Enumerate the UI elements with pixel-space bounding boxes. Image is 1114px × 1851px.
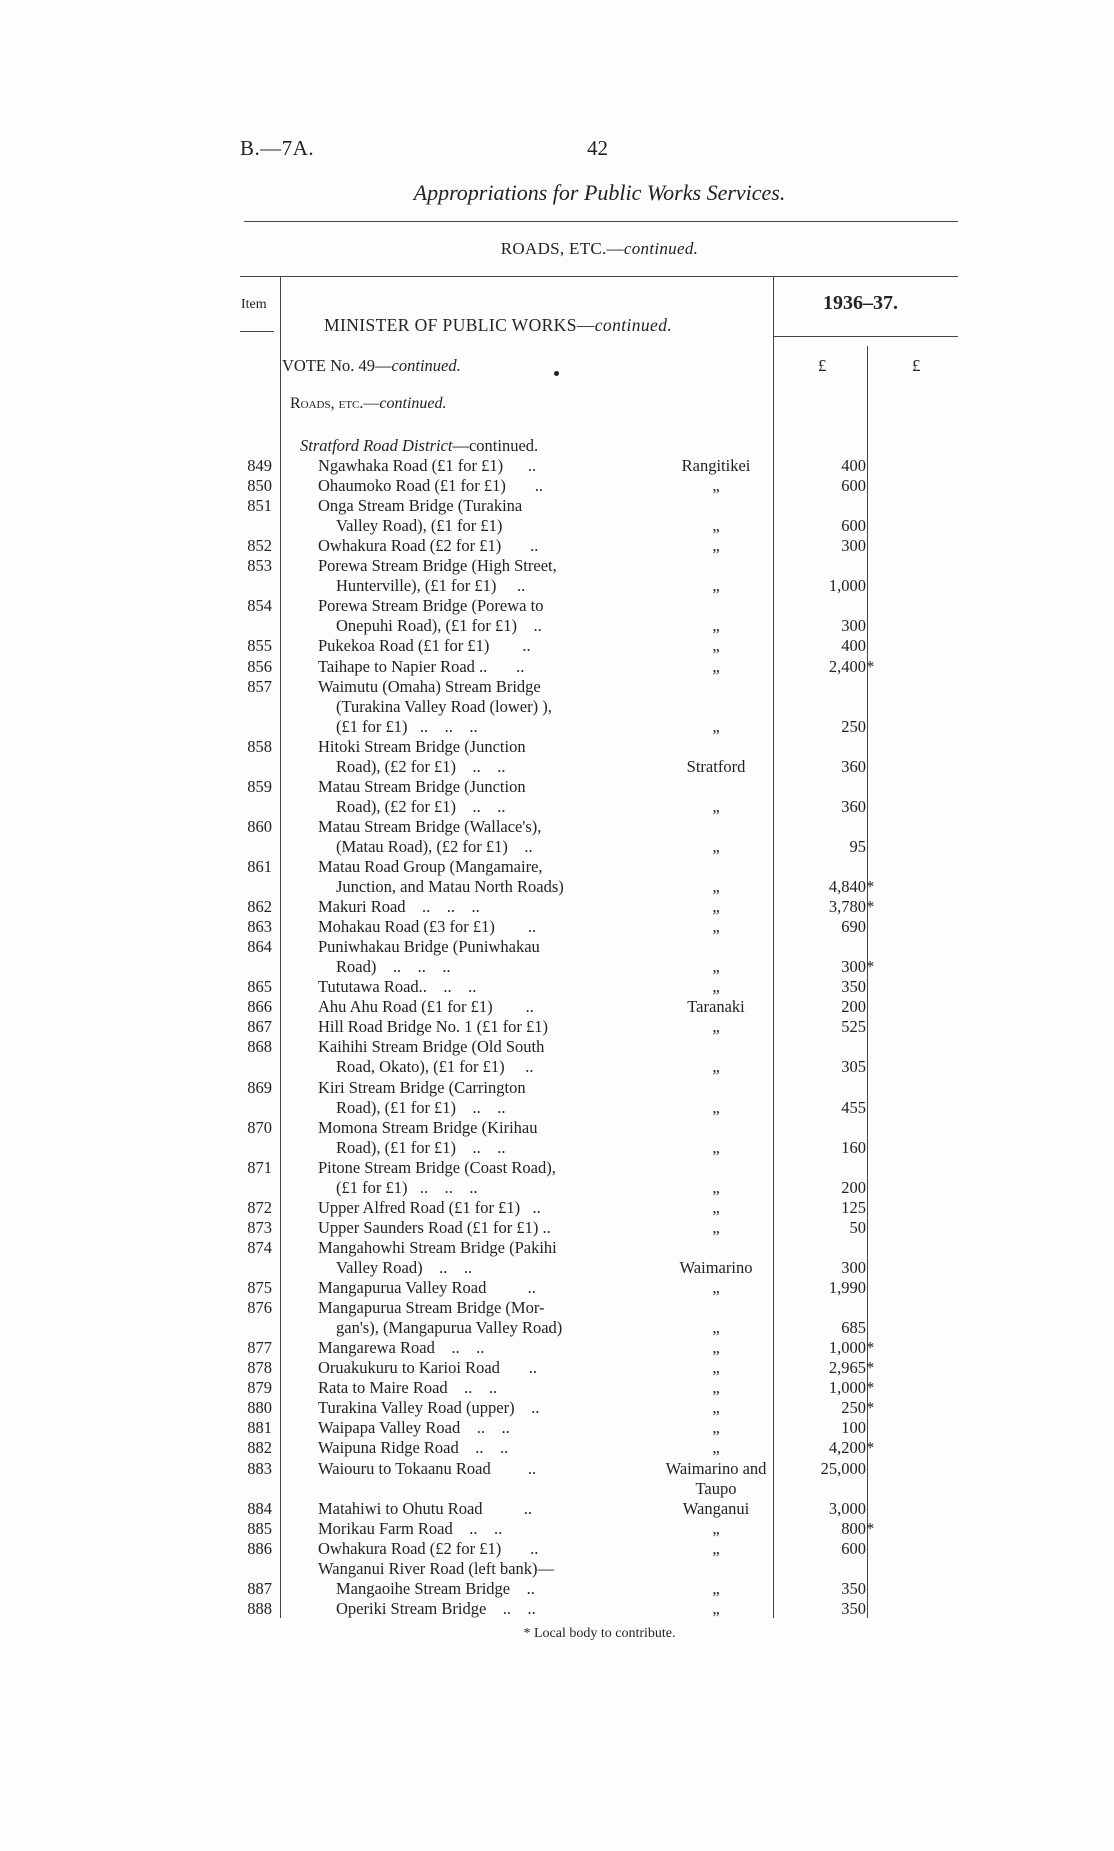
district-location: „ [712, 1398, 720, 1418]
page-title-text: Appropriations for Public Works Services. [413, 180, 786, 205]
district-location-continued: Taupo [695, 1478, 737, 1498]
amount [770, 1438, 876, 1458]
item-number: 885 [247, 1518, 272, 1538]
amount [770, 1198, 876, 1218]
local-body-marker: * [866, 656, 875, 676]
item-description: gan's), (Mangapurua Valley Road) [336, 1318, 563, 1338]
amount [770, 917, 876, 937]
item-description: Pukekoa Road (£1 for £1) .. [318, 636, 531, 656]
item-number: 877 [247, 1338, 272, 1358]
pound-column-left: £ [818, 356, 827, 375]
local-body-marker: * [866, 957, 875, 977]
district-location: „ [712, 1017, 720, 1037]
district-location: „ [712, 796, 720, 816]
district-location: „ [712, 1197, 720, 1217]
amount-value: 455 [841, 1097, 866, 1117]
district-location: „ [712, 1378, 720, 1398]
amount-value: 1,990 [828, 1278, 866, 1298]
amount [770, 1559, 876, 1579]
table-row [0, 596, 1114, 636]
section-subtitle [0, 239, 1114, 259]
item-number: 863 [247, 917, 272, 937]
district-location: „ [712, 616, 720, 636]
table-row [0, 937, 1114, 977]
amount [770, 1057, 876, 1077]
item-description: Road), (£1 for £1) .. .. [336, 1137, 506, 1157]
document-reference: B.—7A. [240, 136, 315, 160]
item-description: Waipuna Ridge Road .. .. [318, 1438, 509, 1458]
amount [770, 636, 876, 656]
table-row [0, 817, 1114, 857]
amount-value: 1,000 [828, 1378, 866, 1398]
district-location: Waimarino [679, 1257, 753, 1277]
item-number: 879 [247, 1378, 272, 1398]
item-description: Mangapurua Valley Road .. [318, 1278, 536, 1298]
item-description: Oruakukuru to Karioi Road .. [318, 1358, 538, 1378]
district-location: „ [712, 656, 720, 676]
item-number: 868 [247, 1037, 272, 1057]
table-row [0, 556, 1114, 596]
district-location: Wanganui [682, 1498, 750, 1518]
district-location: „ [712, 1438, 720, 1458]
table-row [0, 917, 1114, 937]
item-description: Hill Road Bridge No. 1 (£1 for £1) [318, 1017, 549, 1037]
item-number: 886 [247, 1538, 272, 1558]
stray-dot-mark [554, 371, 559, 376]
table-row [0, 1118, 1114, 1158]
item-description: Porewa Stream Bridge (High Street, [318, 556, 557, 576]
table-row [0, 657, 1114, 677]
amount [770, 616, 876, 636]
item-number: 887 [247, 1578, 272, 1598]
amount-value: 1,000 [828, 576, 866, 596]
item-description: Ngawhaka Road (£1 for £1) .. [318, 456, 537, 475]
amount [770, 897, 876, 917]
table-row [0, 1078, 1114, 1118]
amount-value: 160 [841, 1137, 866, 1157]
district-location: Taranaki [687, 997, 745, 1017]
table-row [0, 456, 1114, 476]
district-location: „ [712, 877, 720, 897]
district-main: Stratford Road District [300, 436, 453, 455]
item-description: Operiki Stream Bridge .. .. [336, 1598, 536, 1618]
item-number: 876 [247, 1298, 272, 1318]
district-location: Rangitikei [681, 456, 751, 475]
district-location: „ [712, 1598, 720, 1618]
amount-value: 200 [841, 1177, 866, 1197]
table-row [0, 1298, 1114, 1338]
item-description: Junction, and Matau North Roads) [336, 877, 564, 897]
amount-value: 50 [849, 1217, 866, 1237]
item-number: 869 [247, 1077, 272, 1097]
district-location: „ [712, 476, 720, 496]
table-row [0, 1418, 1114, 1438]
item-description: Pitone Stream Bridge (Coast Road), [318, 1157, 556, 1177]
amount [770, 1278, 876, 1298]
district-location: „ [712, 957, 720, 977]
local-body-marker: * [866, 1358, 875, 1378]
amount-value: 360 [841, 796, 866, 816]
item-label-underline [240, 331, 274, 332]
amount-value: 600 [841, 476, 866, 496]
item-description: Matau Stream Bridge (Wallace's), [318, 816, 542, 836]
table-row [0, 897, 1114, 917]
amount-value: 400 [841, 636, 866, 656]
roads-section-heading [290, 395, 447, 413]
item-description: Road, Okato), (£1 for £1) .. [336, 1057, 534, 1077]
amount-value: 1,000 [828, 1338, 866, 1358]
page-number: 42 [587, 136, 608, 160]
district-location: Waimarino and [665, 1458, 767, 1478]
item-number: 849 [247, 456, 272, 475]
district-location: „ [712, 836, 720, 856]
district-location: „ [712, 977, 720, 997]
table-row [0, 1017, 1114, 1037]
amount-value: 400 [841, 456, 866, 475]
vote-main: VOTE No. 49— [282, 356, 392, 375]
local-body-marker: * [866, 877, 875, 897]
amount-value: 300 [841, 1257, 866, 1277]
table-row [0, 777, 1114, 817]
financial-year: 1936–37. [823, 292, 898, 314]
item-description: Upper Saunders Road (£1 for £1) .. [318, 1217, 551, 1237]
item-number: 870 [247, 1117, 272, 1137]
amount-value: 4,840 [828, 877, 866, 897]
table-row [0, 1358, 1114, 1378]
item-description: Matahiwi to Ohutu Road .. [318, 1498, 533, 1518]
table-row [0, 1599, 1114, 1619]
amount [770, 476, 876, 496]
item-number: 860 [247, 816, 272, 836]
amount-value: 600 [841, 1538, 866, 1558]
amount-value: 3,780 [828, 897, 866, 917]
item-description: (£1 for £1) .. .. .. [336, 1177, 478, 1197]
item-number: 853 [247, 556, 272, 576]
table-row [0, 1338, 1114, 1358]
table-row [0, 1559, 1114, 1579]
amount [770, 1599, 876, 1619]
item-description: Puniwhakau Bridge (Puniwhakau [318, 937, 540, 957]
amount-value: 3,000 [828, 1498, 866, 1518]
table-row [0, 977, 1114, 997]
amount-value: 690 [841, 917, 866, 937]
table-row [0, 1238, 1114, 1278]
district-location: „ [712, 1338, 720, 1358]
item-number: 873 [247, 1217, 272, 1237]
table-row [0, 1579, 1114, 1599]
amount [770, 1579, 876, 1599]
amount [770, 576, 876, 596]
footnote: * Local body to contribute. [523, 1626, 676, 1641]
table-row [0, 997, 1114, 1017]
item-description: Taihape to Napier Road .. .. [318, 656, 525, 676]
section-main: Roads, etc.— [290, 395, 380, 412]
table-row [0, 476, 1114, 496]
amount [770, 1318, 876, 1338]
item-description: Kiri Stream Bridge (Carrington [318, 1077, 526, 1097]
title-rule [244, 221, 958, 222]
amount [770, 1098, 876, 1118]
district-location: „ [712, 636, 720, 656]
table-row [0, 536, 1114, 556]
table-row [0, 1519, 1114, 1539]
item-number: 852 [247, 536, 272, 556]
item-description: Ohaumoko Road (£1 for £1) .. [318, 476, 544, 496]
item-description: Wanganui River Road (left bank)— [318, 1558, 555, 1578]
year-underline-rule [773, 336, 958, 337]
district-location: „ [712, 1418, 720, 1438]
local-body-marker: * [866, 1378, 875, 1398]
item-description: Waimutu (Omaha) Stream Bridge [318, 676, 541, 696]
amount [770, 957, 876, 977]
amount-value: 25,000 [820, 1458, 866, 1478]
district-location: „ [712, 917, 720, 937]
item-description: Valley Road) .. .. [336, 1257, 473, 1277]
amount [770, 657, 876, 677]
item-description: Mangaoihe Stream Bridge .. [336, 1578, 535, 1598]
item-description: Ahu Ahu Road (£1 for £1) .. [318, 997, 534, 1017]
vote-heading [282, 356, 461, 376]
amount-value: 525 [841, 1017, 866, 1037]
local-body-marker: * [866, 1338, 875, 1358]
item-number: 882 [247, 1438, 272, 1458]
district-location: „ [712, 516, 720, 536]
item-description: Kaihihi Stream Bridge (Old South [318, 1037, 545, 1057]
amount-value: 350 [841, 1598, 866, 1618]
amount [770, 977, 876, 997]
amount-value: 95 [849, 836, 866, 856]
table-row [0, 1539, 1114, 1559]
item-number: 854 [247, 596, 272, 616]
amount [770, 1418, 876, 1438]
item-description: (Turakina Valley Road (lower) ), [336, 696, 552, 716]
district-location: „ [712, 1578, 720, 1598]
district-location: „ [712, 1057, 720, 1077]
amount-value: 350 [841, 977, 866, 997]
item-number: 872 [247, 1197, 272, 1217]
item-number: 865 [247, 977, 272, 997]
amount-value: 200 [841, 997, 866, 1017]
amount-value: 360 [841, 756, 866, 776]
item-description: (£1 for £1) .. .. .. [336, 716, 478, 736]
table-row [0, 636, 1114, 656]
item-number: 858 [247, 736, 272, 756]
amount [770, 1398, 876, 1418]
amount [770, 1138, 876, 1158]
table-top-rule [240, 276, 958, 277]
item-description: Turakina Valley Road (upper) .. [318, 1398, 540, 1418]
item-description: Porewa Stream Bridge (Porewa to [318, 596, 544, 616]
amount [770, 1519, 876, 1539]
district-continued: —continued. [452, 436, 539, 455]
item-description: Onga Stream Bridge (Turakina [318, 496, 523, 516]
district-location: „ [712, 1278, 720, 1298]
amount-value: 125 [841, 1197, 866, 1217]
table-row [0, 1378, 1114, 1398]
page-title [0, 180, 1114, 206]
amount [770, 1499, 876, 1519]
item-number: 884 [247, 1498, 272, 1518]
amount-value: 100 [841, 1418, 866, 1438]
table-row [0, 737, 1114, 777]
item-number: 883 [247, 1458, 272, 1478]
item-description: Mangahowhi Stream Bridge (Pakihi [318, 1237, 557, 1257]
amount-value: 350 [841, 1578, 866, 1598]
item-description: Morikau Farm Road .. .. [318, 1518, 503, 1538]
amount [770, 1017, 876, 1037]
item-number: 867 [247, 1017, 272, 1037]
minister-main: MINISTER OF PUBLIC WORKS— [324, 315, 595, 335]
table-row [0, 1459, 1114, 1499]
amount-value: 250 [841, 1398, 866, 1418]
district-location: „ [712, 1217, 720, 1237]
table-row [0, 677, 1114, 737]
amount-value: 600 [841, 516, 866, 536]
amount [770, 877, 876, 897]
table-row [0, 1198, 1114, 1218]
table-row [0, 1278, 1114, 1298]
local-body-marker: * [866, 897, 875, 917]
amount [770, 997, 876, 1017]
table-row [0, 1037, 1114, 1077]
district-location: „ [712, 1518, 720, 1538]
item-description: Makuri Road .. .. .. [318, 897, 480, 917]
item-description: Matau Road Group (Mangamaire, [318, 857, 543, 876]
item-description: Road), (£2 for £1) .. .. [336, 756, 506, 776]
item-description: Road), (£1 for £1) .. .. [336, 1097, 506, 1117]
item-description: Valley Road), (£1 for £1) [336, 516, 503, 536]
item-description: Waipapa Valley Road .. .. [318, 1418, 510, 1438]
item-description: Hunterville), (£1 for £1) .. [336, 576, 526, 596]
amount [770, 1358, 876, 1378]
district-location: „ [712, 1358, 720, 1378]
item-description: (Matau Road), (£2 for £1) .. [336, 836, 533, 856]
district-heading [300, 436, 538, 456]
item-number: 862 [247, 897, 272, 917]
local-body-marker: * [866, 1518, 875, 1538]
item-number: 881 [247, 1418, 272, 1438]
amount-value: 2,965 [828, 1358, 866, 1378]
table-row [0, 496, 1114, 536]
item-number: 888 [247, 1598, 272, 1618]
amount [770, 456, 876, 476]
table-row [0, 1499, 1114, 1519]
amount-value: 685 [841, 1318, 866, 1338]
table-row [0, 1158, 1114, 1198]
item-number: 855 [247, 636, 272, 656]
amount-value: 300 [841, 957, 866, 977]
vote-continued: continued. [391, 356, 461, 375]
item-description: Upper Alfred Road (£1 for £1) .. [318, 1197, 541, 1217]
item-description: Waiouru to Tokaanu Road .. [318, 1458, 537, 1478]
minister-heading [324, 315, 672, 336]
district-location: „ [712, 1097, 720, 1117]
item-number: 856 [247, 656, 272, 676]
amount [770, 1338, 876, 1358]
subtitle-continued: continued. [623, 239, 699, 258]
item-description: Road), (£2 for £1) .. .. [336, 796, 506, 816]
amount-value: 250 [841, 716, 866, 736]
table-row [0, 857, 1114, 897]
item-description: Rata to Maire Road .. .. [318, 1378, 498, 1398]
district-location: „ [712, 1318, 720, 1338]
amount [770, 1218, 876, 1238]
item-number: 871 [247, 1157, 272, 1177]
local-body-marker: * [866, 1438, 875, 1458]
amount [770, 516, 876, 536]
district-location: Stratford [686, 756, 746, 776]
item-description: Mohakau Road (£3 for £1) .. [318, 917, 537, 937]
district-location: „ [712, 1177, 720, 1197]
amount [770, 536, 876, 556]
minister-continued: continued. [594, 315, 673, 335]
amount-value: 4,200 [828, 1438, 866, 1458]
table-row [0, 1398, 1114, 1418]
item-description: Owhakura Road (£2 for £1) .. [318, 536, 539, 556]
item-number: 866 [247, 997, 272, 1017]
item-description: Tututawa Road.. .. .. [318, 977, 477, 997]
district-location: „ [712, 536, 720, 556]
local-body-marker: * [866, 1398, 875, 1418]
item-description: Hitoki Stream Bridge (Junction [318, 736, 526, 756]
amount-value: 300 [841, 616, 866, 636]
amount-value: 2,400 [828, 656, 866, 676]
district-location: „ [712, 716, 720, 736]
item-number: 880 [247, 1398, 272, 1418]
item-number: 861 [247, 857, 272, 876]
amount-value: 800 [841, 1518, 866, 1538]
amount [770, 797, 876, 817]
amount [770, 837, 876, 857]
amount [770, 1258, 876, 1278]
table-row [0, 1438, 1114, 1458]
district-location: „ [712, 576, 720, 596]
table-row [0, 1218, 1114, 1238]
amount [770, 757, 876, 777]
item-number: 851 [247, 496, 272, 516]
item-description: Matau Stream Bridge (Junction [318, 776, 526, 796]
district-location: „ [712, 897, 720, 917]
amount [770, 1459, 876, 1479]
item-number: 874 [247, 1237, 272, 1257]
district-location: „ [712, 1538, 720, 1558]
amount [770, 1539, 876, 1559]
item-description: Mangarewa Road .. .. [318, 1338, 485, 1358]
item-number: 878 [247, 1358, 272, 1378]
item-number: 857 [247, 676, 272, 696]
amount [770, 1178, 876, 1198]
item-description: Mangapurua Stream Bridge (Mor- [318, 1298, 545, 1318]
item-number: 859 [247, 776, 272, 796]
item-number: 864 [247, 937, 272, 957]
amount-value: 305 [841, 1057, 866, 1077]
section-continued: continued. [379, 395, 447, 412]
item-description: Owhakura Road (£2 for £1) .. [318, 1538, 539, 1558]
subtitle-main: ROADS, ETC.— [500, 239, 624, 258]
item-number: 875 [247, 1278, 272, 1298]
item-column-label: Item [241, 297, 267, 312]
item-description: Momona Stream Bridge (Kirihau [318, 1117, 538, 1137]
item-description: Onepuhi Road), (£1 for £1) .. [336, 616, 542, 636]
amount-value: 300 [841, 536, 866, 556]
amount [770, 717, 876, 737]
pound-column-right: £ [912, 356, 921, 375]
amount [770, 1378, 876, 1398]
item-number: 850 [247, 476, 272, 496]
district-location: „ [712, 1137, 720, 1157]
item-description: Road) .. .. .. [336, 957, 451, 977]
